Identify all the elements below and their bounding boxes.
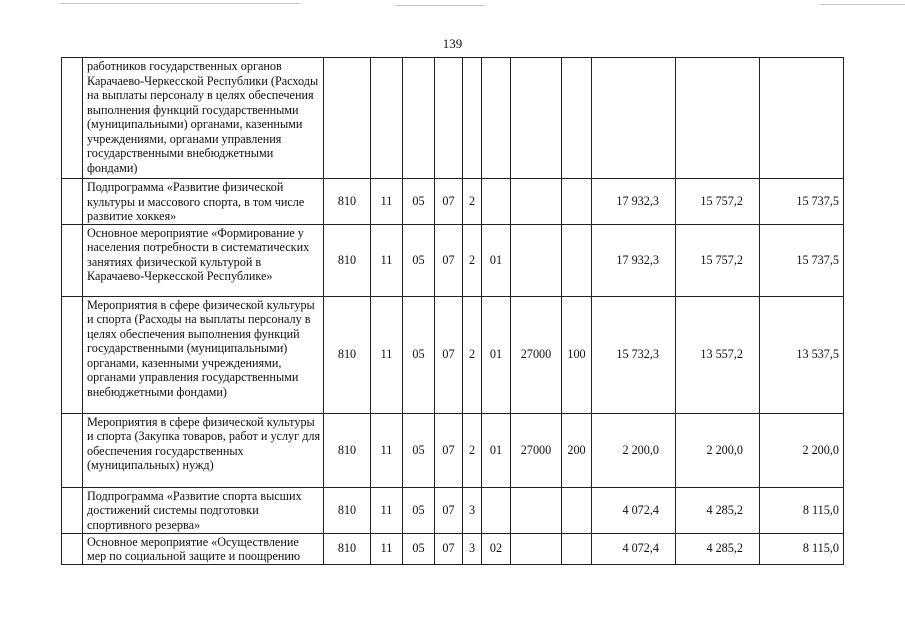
amount-year-3-cell: 13 537,5	[760, 296, 844, 413]
expense-type-cell	[562, 487, 592, 533]
expense-type-cell	[562, 58, 592, 179]
subprogram-code-cell: 2	[463, 296, 482, 413]
subsection-code-cell: 05	[403, 533, 435, 564]
program-code-cell: 07	[435, 179, 463, 225]
ministry-code-cell: 810	[324, 533, 371, 564]
subsection-code-cell	[403, 58, 435, 179]
item-name-cell: Подпрограмма «Развитие спорта высших достижений системы подготовки спортивного резерва»	[83, 487, 324, 533]
item-name-cell: Подпрограмма «Развитие физической культуры и массового спорта, в том числе развитие хоккея»	[83, 179, 324, 225]
amount-year-1-cell: 17 932,3	[592, 224, 676, 296]
budget-table	[61, 57, 844, 565]
subprogram-code-cell: 2	[463, 224, 482, 296]
subsection-code-cell: 05	[403, 224, 435, 296]
ministry-code-cell: 810	[324, 413, 371, 487]
subprogram-code-cell	[463, 58, 482, 179]
event-code-cell	[482, 179, 511, 225]
row-index-cell	[62, 487, 83, 533]
table-row	[62, 533, 844, 564]
section-code-cell	[371, 58, 403, 179]
subsection-code-cell: 05	[403, 487, 435, 533]
amount-year-3-cell: 2 200,0	[760, 413, 844, 487]
program-code-cell: 07	[435, 533, 463, 564]
ministry-code-cell: 810	[324, 179, 371, 225]
amount-year-1-cell: 17 932,3	[592, 179, 676, 225]
section-code-cell: 11	[371, 413, 403, 487]
row-index-cell	[62, 533, 83, 564]
table-row	[62, 179, 844, 225]
table-row	[62, 413, 844, 487]
table-row	[62, 296, 844, 413]
item-name-cell: Основное мероприятие «Формирование у населения потребности в систематических занятиях физической культурой в Карачаево-Черкесской Республике»	[83, 224, 324, 296]
amount-year-1-cell	[592, 58, 676, 179]
row-index-cell	[62, 58, 83, 179]
direction-code-cell	[511, 179, 562, 225]
amount-year-3-cell	[760, 58, 844, 179]
expense-type-cell	[562, 179, 592, 225]
program-code-cell: 07	[435, 296, 463, 413]
page-number: 139	[442, 36, 463, 51]
item-name-cell: работников государственных органов Карачаево-Черкесской Республики (Расходы на выплаты персоналу в целях обеспечения выполнения функций государственными (муниципальными) органами, казенными учреждениями, органами управления государственными внебюджетными фондами)	[83, 58, 324, 179]
scan-edge-line	[820, 4, 905, 5]
row-index-cell	[62, 179, 83, 225]
program-code-cell: 07	[435, 224, 463, 296]
section-code-cell: 11	[371, 296, 403, 413]
program-code-cell: 07	[435, 487, 463, 533]
ministry-code-cell	[324, 58, 371, 179]
amount-year-3-cell: 8 115,0	[760, 533, 844, 564]
table-row	[62, 224, 844, 296]
item-name-cell: Мероприятия в сфере физической культуры и спорта (Расходы на выплаты персоналу в целях обеспечения выполнения функций государственными (муниципальными) органами, казенными учреждениями, органами управления государственными внебюджетными фондами)	[83, 296, 324, 413]
section-code-cell: 11	[371, 224, 403, 296]
table-body	[62, 58, 844, 565]
amount-year-2-cell: 15 757,2	[676, 224, 760, 296]
amount-year-3-cell: 8 115,0	[760, 487, 844, 533]
expense-type-cell: 100	[562, 296, 592, 413]
direction-code-cell: 27000	[511, 296, 562, 413]
event-code-cell: 01	[482, 413, 511, 487]
expense-type-cell	[562, 533, 592, 564]
event-code-cell: 01	[482, 224, 511, 296]
expense-type-cell: 200	[562, 413, 592, 487]
expense-type-cell	[562, 224, 592, 296]
row-index-cell	[62, 296, 83, 413]
direction-code-cell	[511, 533, 562, 564]
subsection-code-cell: 05	[403, 296, 435, 413]
table-row	[62, 487, 844, 533]
subsection-code-cell: 05	[403, 179, 435, 225]
event-code-cell	[482, 487, 511, 533]
scan-edge-line	[60, 3, 300, 4]
amount-year-2-cell	[676, 58, 760, 179]
program-code-cell	[435, 58, 463, 179]
subprogram-code-cell: 2	[463, 179, 482, 225]
amount-year-1-cell: 15 732,3	[592, 296, 676, 413]
event-code-cell: 02	[482, 533, 511, 564]
amount-year-2-cell: 2 200,0	[676, 413, 760, 487]
amount-year-1-cell: 2 200,0	[592, 413, 676, 487]
subprogram-code-cell: 3	[463, 533, 482, 564]
amount-year-3-cell: 15 737,5	[760, 179, 844, 225]
amount-year-3-cell: 15 737,5	[760, 224, 844, 296]
section-code-cell: 11	[371, 487, 403, 533]
event-code-cell	[482, 58, 511, 179]
event-code-cell: 01	[482, 296, 511, 413]
subprogram-code-cell: 2	[463, 413, 482, 487]
amount-year-2-cell: 13 557,2	[676, 296, 760, 413]
amount-year-2-cell: 4 285,2	[676, 533, 760, 564]
amount-year-1-cell: 4 072,4	[592, 487, 676, 533]
subprogram-code-cell: 3	[463, 487, 482, 533]
subsection-code-cell: 05	[403, 413, 435, 487]
amount-year-2-cell: 15 757,2	[676, 179, 760, 225]
ministry-code-cell: 810	[324, 296, 371, 413]
direction-code-cell	[511, 224, 562, 296]
amount-year-1-cell: 4 072,4	[592, 533, 676, 564]
direction-code-cell: 27000	[511, 413, 562, 487]
row-index-cell	[62, 224, 83, 296]
ministry-code-cell: 810	[324, 224, 371, 296]
item-name-cell: Мероприятия в сфере физической культуры и спорта (Закупка товаров, работ и услуг для обеспечения государственных (муниципальных) нужд)	[83, 413, 324, 487]
table-row	[62, 58, 844, 179]
section-code-cell: 11	[371, 533, 403, 564]
row-index-cell	[62, 413, 83, 487]
direction-code-cell	[511, 58, 562, 179]
program-code-cell: 07	[435, 413, 463, 487]
ministry-code-cell: 810	[324, 487, 371, 533]
section-code-cell: 11	[371, 179, 403, 225]
item-name-cell: Основное мероприятие «Осуществление мер по социальной защите и поощрению	[83, 533, 324, 564]
scan-edge-line	[395, 5, 485, 6]
direction-code-cell	[511, 487, 562, 533]
amount-year-2-cell: 4 285,2	[676, 487, 760, 533]
